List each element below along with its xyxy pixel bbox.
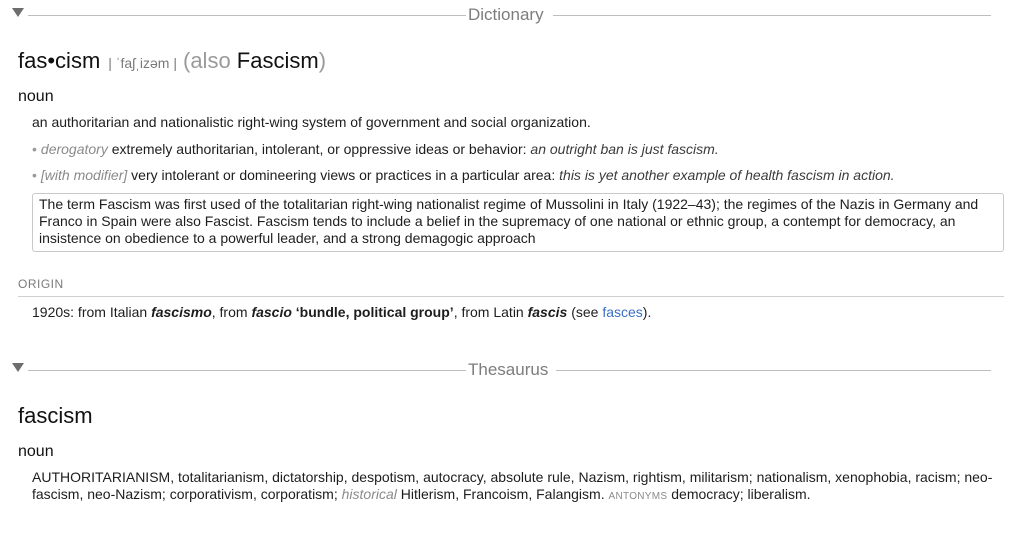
thesaurus-headword: fascism — [18, 403, 93, 428]
fasces-link[interactable]: fasces — [602, 304, 643, 320]
divider — [553, 15, 991, 16]
pronunciation: | ˈfaʃˌizəm | — [108, 55, 177, 71]
bullet: • — [32, 141, 37, 157]
origin-part: (see — [567, 304, 603, 320]
thesaurus-part-of-speech: noun — [18, 443, 54, 460]
register-label: derogatory — [40, 141, 108, 157]
headword-text: fas•cism — [18, 48, 101, 73]
origin-word: fascismo — [151, 304, 212, 320]
definition: an authoritarian and nationalistic right-wing system of government and social organization. — [32, 114, 591, 130]
thesaurus-section-header — [0, 360, 1029, 380]
thesaurus-title: Thesaurus — [468, 360, 549, 379]
origin-part: , from — [211, 304, 252, 320]
origin-part: ). — [642, 304, 652, 320]
sense-text: extremely authoritarian, intolerant, or oppressive ideas or behavior: — [107, 141, 531, 157]
dictionary-section-header — [0, 5, 1029, 25]
part-of-speech: noun — [18, 88, 54, 105]
bullet: • — [32, 167, 37, 183]
also-open: (also — [183, 48, 237, 73]
headword — [18, 48, 326, 74]
origin-divider — [18, 296, 1004, 297]
historical-label: historical — [341, 486, 397, 502]
divider — [28, 370, 466, 371]
antonyms-list: democracy; liberalism. — [667, 486, 811, 502]
divider — [28, 15, 466, 16]
also-word: Fascism — [236, 48, 319, 73]
origin-gloss: ‘bundle, political group’ — [291, 304, 454, 320]
also-close: ) — [318, 48, 327, 73]
grammar-label: [with modifier] — [40, 167, 128, 183]
sense-modifier — [32, 167, 895, 183]
origin-part: , from Latin — [453, 304, 528, 320]
example-text: an outright ban is just fascism. — [530, 141, 719, 157]
antonyms-label: ANTONYMS — [608, 491, 668, 502]
core-synonym: AUTHORITARIANISM — [32, 469, 171, 485]
dictionary-title: Dictionary — [468, 5, 544, 24]
origin-word: fascis — [527, 304, 568, 320]
origin-label: ORIGIN — [18, 277, 64, 291]
also-variant — [183, 48, 326, 73]
origin-word: fascio — [251, 304, 292, 320]
divider — [556, 370, 991, 371]
origin-text — [32, 304, 651, 320]
synonym-list: , totalitarianism, dictatorship, despotism, autocracy, absolute rule, Nazism, rightism, militarism; nationalism, xenophobia, racism; neo-fascism, neo-Nazism; corporativism, corporatism; — [32, 469, 993, 502]
origin-part: 1920s: from Italian — [32, 304, 152, 320]
sense-text: very intolerant or domineering views or practices in a particular area: — [127, 167, 560, 183]
collapse-triangle-icon[interactable] — [12, 363, 24, 372]
collapse-triangle-icon[interactable] — [12, 8, 24, 17]
sense-derogatory — [32, 141, 719, 157]
historical-synonyms: Hitlerism, Francoism, Falangism. — [396, 486, 609, 502]
usage-note: The term Fascism was first used of the totalitarian right-wing nationalist regime of Mussolini in Italy (1922–43); the regimes of the Nazis in Germany and Franco in Spain were also Fascist. Fascism tends to include a belief in the supremacy of one national or ethnic group, a contempt for democracy, an insistence on obedience to a powerful leader, and a strong demagogic approach — [32, 193, 1004, 252]
example-text: this is yet another example of health fascism in action. — [559, 167, 895, 183]
synonyms — [32, 469, 1002, 505]
